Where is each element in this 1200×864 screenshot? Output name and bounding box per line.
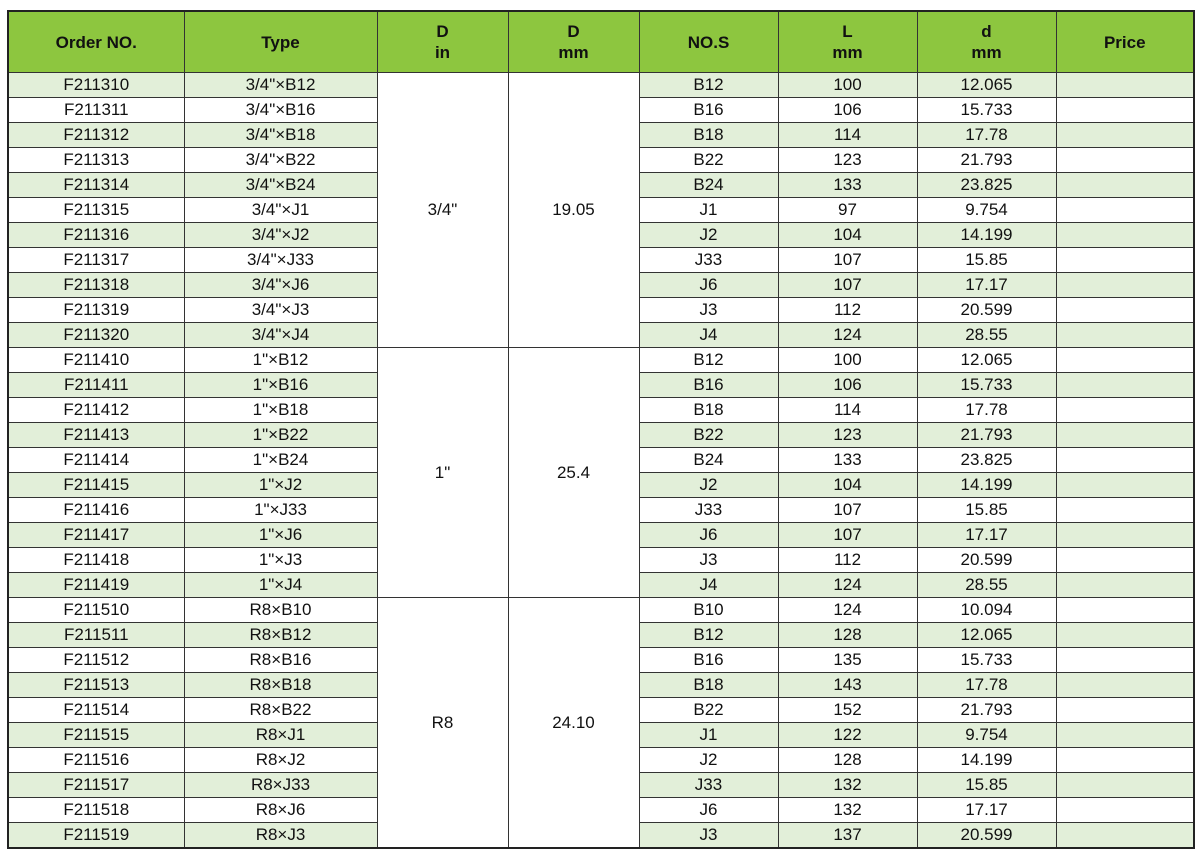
order-number-cell: F211511 (8, 623, 184, 648)
order-number-cell: F211315 (8, 198, 184, 223)
taper-size-cell: B22 (639, 698, 778, 723)
order-number-cell: F211313 (8, 148, 184, 173)
order-number-cell: F211517 (8, 773, 184, 798)
order-number-cell: F211413 (8, 423, 184, 448)
type-cell: 1"×B18 (184, 398, 377, 423)
price-cell (1056, 348, 1194, 373)
type-cell: R8×J33 (184, 773, 377, 798)
table-body (8, 73, 1194, 849)
length-mm-cell: 132 (778, 773, 917, 798)
type-cell: 3/4"×B24 (184, 173, 377, 198)
type-cell: 3/4"×B22 (184, 148, 377, 173)
type-cell: 1"×J4 (184, 573, 377, 598)
order-number-cell: F211510 (8, 598, 184, 623)
column-header-text: in (434, 43, 451, 62)
taper-size-cell: J33 (639, 498, 778, 523)
table-header-row (8, 11, 1194, 73)
taper-diameter-mm-cell: 14.199 (917, 223, 1056, 248)
taper-diameter-mm-cell: 20.599 (917, 823, 1056, 849)
taper-size-cell: B18 (639, 673, 778, 698)
taper-diameter-mm-cell: 15.733 (917, 648, 1056, 673)
length-mm-cell: 100 (778, 73, 917, 98)
price-cell (1056, 273, 1194, 298)
type-cell: 1"×J33 (184, 498, 377, 523)
price-cell (1056, 723, 1194, 748)
taper-diameter-mm-cell: 28.55 (917, 573, 1056, 598)
taper-diameter-mm-cell: 21.793 (917, 148, 1056, 173)
taper-diameter-mm-cell: 21.793 (917, 423, 1056, 448)
length-mm-cell: 152 (778, 698, 917, 723)
price-cell (1056, 148, 1194, 173)
length-mm-cell: 107 (778, 248, 917, 273)
taper-diameter-mm-cell: 23.825 (917, 173, 1056, 198)
column-header-nos (639, 11, 778, 73)
taper-diameter-mm-cell: 15.733 (917, 373, 1056, 398)
order-number-cell: F211419 (8, 573, 184, 598)
length-mm-cell: 104 (778, 473, 917, 498)
price-cell (1056, 823, 1194, 849)
length-mm-cell: 133 (778, 173, 917, 198)
taper-size-cell: B12 (639, 348, 778, 373)
length-mm-cell: 112 (778, 548, 917, 573)
length-mm-cell: 135 (778, 648, 917, 673)
taper-size-cell: J33 (639, 773, 778, 798)
type-cell: 3/4"×J33 (184, 248, 377, 273)
taper-diameter-mm-cell: 15.85 (917, 248, 1056, 273)
shank-diameter-mm-cell: 25.4 (508, 348, 639, 598)
taper-diameter-mm-cell: 17.78 (917, 398, 1056, 423)
price-cell (1056, 123, 1194, 148)
taper-size-cell: J6 (639, 798, 778, 823)
taper-size-cell: B12 (639, 73, 778, 98)
price-cell (1056, 448, 1194, 473)
taper-size-cell: J3 (639, 548, 778, 573)
taper-size-cell: B16 (639, 648, 778, 673)
order-number-cell: F211312 (8, 123, 184, 148)
type-cell: 1"×J6 (184, 523, 377, 548)
price-cell (1056, 423, 1194, 448)
taper-diameter-mm-cell: 17.78 (917, 673, 1056, 698)
price-cell (1056, 248, 1194, 273)
taper-size-cell: B24 (639, 448, 778, 473)
price-cell (1056, 598, 1194, 623)
order-number-cell: F211515 (8, 723, 184, 748)
column-header-text: D (567, 22, 580, 41)
price-cell (1056, 773, 1194, 798)
taper-size-cell: J3 (639, 298, 778, 323)
length-mm-cell: 107 (778, 498, 917, 523)
price-cell (1056, 573, 1194, 598)
taper-size-cell: J3 (639, 823, 778, 849)
column-header-l-mm (778, 11, 917, 73)
type-cell: R8×B18 (184, 673, 377, 698)
taper-diameter-mm-cell: 15.85 (917, 498, 1056, 523)
type-cell: 3/4"×J3 (184, 298, 377, 323)
type-cell: R8×J2 (184, 748, 377, 773)
taper-diameter-mm-cell: 21.793 (917, 698, 1056, 723)
order-number-cell: F211314 (8, 173, 184, 198)
column-header-text: NO.S (687, 32, 730, 52)
type-cell: R8×J3 (184, 823, 377, 849)
shank-diameter-in-cell: R8 (377, 598, 508, 849)
taper-size-cell: B18 (639, 123, 778, 148)
taper-size-cell: B22 (639, 423, 778, 448)
taper-diameter-mm-cell: 17.17 (917, 523, 1056, 548)
column-header-text: mm (832, 43, 863, 62)
order-number-cell: F211513 (8, 673, 184, 698)
shank-diameter-in-cell: 1" (377, 348, 508, 598)
price-cell (1056, 398, 1194, 423)
taper-size-cell: J2 (639, 748, 778, 773)
column-header-text: mm (558, 43, 589, 62)
taper-diameter-mm-cell: 17.17 (917, 273, 1056, 298)
taper-diameter-mm-cell: 14.199 (917, 473, 1056, 498)
type-cell: 3/4"×B12 (184, 73, 377, 98)
length-mm-cell: 124 (778, 598, 917, 623)
column-header-type (184, 11, 377, 73)
taper-size-cell: J6 (639, 523, 778, 548)
column-header-price (1056, 11, 1194, 73)
order-number-cell: F211514 (8, 698, 184, 723)
length-mm-cell: 122 (778, 723, 917, 748)
order-number-cell: F211519 (8, 823, 184, 849)
price-cell (1056, 98, 1194, 123)
column-header-text: Order NO. (55, 32, 137, 52)
taper-diameter-mm-cell: 15.85 (917, 773, 1056, 798)
taper-diameter-mm-cell: 14.199 (917, 748, 1056, 773)
taper-size-cell: J2 (639, 223, 778, 248)
shank-diameter-mm-cell: 24.10 (508, 598, 639, 849)
type-cell: R8×B22 (184, 698, 377, 723)
taper-diameter-mm-cell: 17.78 (917, 123, 1056, 148)
type-cell: 3/4"×J4 (184, 323, 377, 348)
taper-diameter-mm-cell: 12.065 (917, 73, 1056, 98)
order-number-cell: F211416 (8, 498, 184, 523)
length-mm-cell: 133 (778, 448, 917, 473)
length-mm-cell: 124 (778, 573, 917, 598)
price-cell (1056, 798, 1194, 823)
length-mm-cell: 123 (778, 423, 917, 448)
price-cell (1056, 73, 1194, 98)
column-header-text: d (981, 22, 992, 41)
taper-diameter-mm-cell: 20.599 (917, 298, 1056, 323)
length-mm-cell: 97 (778, 198, 917, 223)
taper-size-cell: J2 (639, 473, 778, 498)
column-header-d-mm (508, 11, 639, 73)
type-cell: 1"×J2 (184, 473, 377, 498)
price-cell (1056, 323, 1194, 348)
taper-size-cell: J33 (639, 248, 778, 273)
length-mm-cell: 143 (778, 673, 917, 698)
table-row (8, 598, 1194, 623)
taper-diameter-mm-cell: 15.733 (917, 98, 1056, 123)
type-cell: R8×J1 (184, 723, 377, 748)
shank-diameter-in-cell: 3/4" (377, 73, 508, 348)
length-mm-cell: 107 (778, 273, 917, 298)
length-mm-cell: 128 (778, 748, 917, 773)
taper-size-cell: J6 (639, 273, 778, 298)
taper-diameter-mm-cell: 17.17 (917, 798, 1056, 823)
column-header-d-in (377, 11, 508, 73)
length-mm-cell: 104 (778, 223, 917, 248)
length-mm-cell: 123 (778, 148, 917, 173)
length-mm-cell: 112 (778, 298, 917, 323)
taper-size-cell: B18 (639, 398, 778, 423)
taper-size-cell: B16 (639, 98, 778, 123)
price-cell (1056, 473, 1194, 498)
type-cell: R8×B16 (184, 648, 377, 673)
column-header-text: Type (261, 32, 300, 52)
type-cell: 3/4"×J6 (184, 273, 377, 298)
taper-size-cell: B16 (639, 373, 778, 398)
taper-diameter-mm-cell: 9.754 (917, 723, 1056, 748)
taper-diameter-mm-cell: 28.55 (917, 323, 1056, 348)
taper-size-cell: B10 (639, 598, 778, 623)
type-cell: 1"×B22 (184, 423, 377, 448)
taper-size-cell: B24 (639, 173, 778, 198)
order-number-cell: F211320 (8, 323, 184, 348)
length-mm-cell: 106 (778, 98, 917, 123)
price-cell (1056, 223, 1194, 248)
order-number-cell: F211319 (8, 298, 184, 323)
taper-size-cell: B12 (639, 623, 778, 648)
length-mm-cell: 114 (778, 123, 917, 148)
price-cell (1056, 748, 1194, 773)
price-cell (1056, 548, 1194, 573)
taper-size-cell: J4 (639, 323, 778, 348)
type-cell: 1"×J3 (184, 548, 377, 573)
column-header-order (8, 11, 184, 73)
type-cell: 3/4"×B16 (184, 98, 377, 123)
taper-diameter-mm-cell: 12.065 (917, 348, 1056, 373)
taper-diameter-mm-cell: 10.094 (917, 598, 1056, 623)
taper-diameter-mm-cell: 9.754 (917, 198, 1056, 223)
order-number-cell: F211316 (8, 223, 184, 248)
length-mm-cell: 100 (778, 348, 917, 373)
type-cell: R8×B12 (184, 623, 377, 648)
price-cell (1056, 523, 1194, 548)
order-number-cell: F211414 (8, 448, 184, 473)
price-cell (1056, 498, 1194, 523)
length-mm-cell: 128 (778, 623, 917, 648)
taper-diameter-mm-cell: 20.599 (917, 548, 1056, 573)
column-header-text: mm (971, 43, 1002, 62)
table-row (8, 73, 1194, 98)
taper-diameter-mm-cell: 23.825 (917, 448, 1056, 473)
price-cell (1056, 698, 1194, 723)
order-number-cell: F211516 (8, 748, 184, 773)
taper-size-cell: J1 (639, 723, 778, 748)
order-number-cell: F211412 (8, 398, 184, 423)
length-mm-cell: 106 (778, 373, 917, 398)
type-cell: 3/4"×J1 (184, 198, 377, 223)
product-spec-table (7, 10, 1195, 849)
order-number-cell: F211518 (8, 798, 184, 823)
taper-size-cell: J1 (639, 198, 778, 223)
type-cell: R8×B10 (184, 598, 377, 623)
order-number-cell: F211418 (8, 548, 184, 573)
length-mm-cell: 137 (778, 823, 917, 849)
price-cell (1056, 198, 1194, 223)
price-cell (1056, 623, 1194, 648)
column-header-text: Price (1103, 32, 1146, 52)
type-cell: R8×J6 (184, 798, 377, 823)
price-cell (1056, 648, 1194, 673)
order-number-cell: F211311 (8, 98, 184, 123)
order-number-cell: F211411 (8, 373, 184, 398)
length-mm-cell: 114 (778, 398, 917, 423)
taper-diameter-mm-cell: 12.065 (917, 623, 1056, 648)
table-row (8, 348, 1194, 373)
type-cell: 1"×B24 (184, 448, 377, 473)
shank-diameter-mm-cell: 19.05 (508, 73, 639, 348)
order-number-cell: F211415 (8, 473, 184, 498)
price-cell (1056, 298, 1194, 323)
length-mm-cell: 132 (778, 798, 917, 823)
type-cell: 1"×B16 (184, 373, 377, 398)
order-number-cell: F211317 (8, 248, 184, 273)
order-number-cell: F211410 (8, 348, 184, 373)
order-number-cell: F211512 (8, 648, 184, 673)
order-number-cell: F211318 (8, 273, 184, 298)
price-cell (1056, 673, 1194, 698)
length-mm-cell: 124 (778, 323, 917, 348)
price-cell (1056, 173, 1194, 198)
order-number-cell: F211417 (8, 523, 184, 548)
column-header-text: D (436, 22, 449, 41)
type-cell: 1"×B12 (184, 348, 377, 373)
taper-size-cell: J4 (639, 573, 778, 598)
price-cell (1056, 373, 1194, 398)
length-mm-cell: 107 (778, 523, 917, 548)
type-cell: 3/4"×B18 (184, 123, 377, 148)
taper-size-cell: B22 (639, 148, 778, 173)
order-number-cell: F211310 (8, 73, 184, 98)
column-header-dd-mm (917, 11, 1056, 73)
column-header-text: L (842, 22, 853, 41)
type-cell: 3/4"×J2 (184, 223, 377, 248)
